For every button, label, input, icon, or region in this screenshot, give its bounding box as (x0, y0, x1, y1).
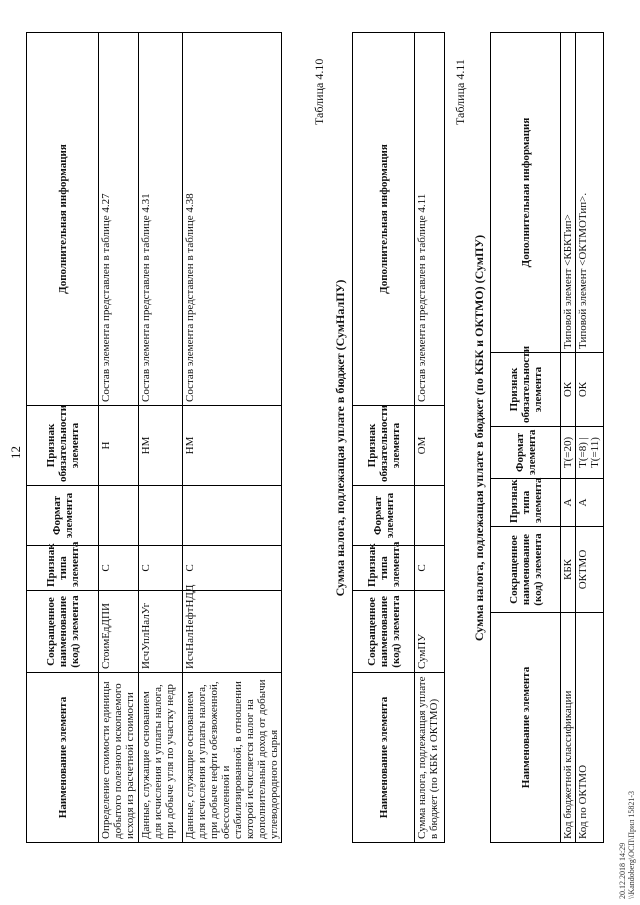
table-top (26, 32, 282, 843)
cell-name: Код бюджетной классификации (561, 613, 576, 843)
table-row (139, 33, 183, 843)
cell-type: С (183, 546, 282, 591)
th-info: Дополнительная информация (27, 33, 99, 406)
cell-required: НМ (183, 406, 282, 486)
cell-required: ОМ (415, 406, 445, 486)
cell-type: С (139, 546, 183, 591)
cell-required: ОК (561, 353, 576, 427)
table-410-title: Сумма налога, подлежащая уплате в бюджет (СумНалПУ) (333, 279, 347, 597)
cell-format (415, 486, 445, 546)
th-name: Наименование элемента (491, 613, 561, 843)
cell-info: Состав элемента представлен в таблице 4.11 (415, 33, 445, 406)
th-info: Дополнительная информация (353, 33, 415, 406)
cell-type: С (99, 546, 139, 591)
table-row (561, 33, 576, 843)
cell-code: ИсчНалНефтНДД (183, 591, 282, 673)
table-410-label: Таблица 4.10 (312, 58, 326, 125)
cell-code: СтоимЕдДПИ (99, 591, 139, 673)
th-code: Сокращенное наименование (код) элемента (27, 591, 99, 673)
th-code: Сокращенное наименование (код) элемента (491, 527, 561, 613)
table-411-title: Сумма налога, подлежащая уплате в бюджет (по КБК и ОКТМО) (СумПУ) (472, 234, 486, 642)
th-name: Наименование элемента (353, 673, 415, 843)
th-type: Признак типа элемента (27, 546, 99, 591)
cell-format (183, 486, 282, 546)
footer-date: 20.12.2018 14:29 (618, 842, 627, 899)
page-number: 12 (8, 446, 23, 459)
th-format: Формат элемента (491, 427, 561, 479)
cell-code: ИсчУплНалУг (139, 591, 183, 673)
th-type: Признак типа элемента (491, 479, 561, 527)
cell-format: T(=8) | T(=11) (576, 427, 604, 479)
th-required: Признак обязательности элемента (491, 353, 561, 427)
cell-format (99, 486, 139, 546)
th-format: Формат элемента (27, 486, 99, 546)
cell-name: Код по ОКТМО (576, 613, 604, 843)
table-header-row (491, 33, 561, 843)
cell-code: СумПУ (415, 591, 445, 673)
th-name: Наименование элемента (27, 673, 99, 843)
cell-code: КБК (561, 527, 576, 613)
cell-info: Типовой элемент <КБКТип> (561, 33, 576, 353)
cell-type: С (415, 546, 445, 591)
cell-name: Определение стоимости единицы добытого полезного ископаемого исходя из расчетной стоимости (99, 673, 139, 843)
table-header-row (27, 33, 99, 843)
cell-info: Состав элемента представлен в таблице 4.38 (183, 33, 282, 406)
footer (618, 791, 636, 899)
table-411-label: Таблица 4.11 (453, 59, 467, 125)
cell-required: НМ (139, 406, 183, 486)
cell-code: ОКТМО (576, 527, 604, 613)
cell-info: Состав элемента представлен в таблице 4.31 (139, 33, 183, 406)
cell-format (139, 486, 183, 546)
cell-required: Н (99, 406, 139, 486)
cell-type: А (576, 479, 604, 527)
th-type: Признак типа элемента (353, 546, 415, 591)
cell-info: Состав элемента представлен в таблице 4.27 (99, 33, 139, 406)
table-header-row (353, 33, 415, 843)
footer-path: \\Kandoberg\ОСП\Прил 15821-3 (627, 791, 636, 899)
th-required: Признак обязательности элемента (353, 406, 415, 486)
table-row (183, 33, 282, 843)
cell-name: Данные, служащие основанием для исчисления и уплаты налога, при добыче нефти обезвоженной, обессоленной и стабилизированной, в отношении которой исчисляется налог на дополнительный доход от добычи углеводородного сырья (183, 673, 282, 843)
th-info: Дополнительная информация (491, 33, 561, 353)
cell-format: T(=20) (561, 427, 576, 479)
cell-name: Данные, служащие основанием для исчисления и уплаты налога, при добыче угля по участку недр (139, 673, 183, 843)
cell-required: ОК (576, 353, 604, 427)
cell-info: Типовой элемент <ОКТМОТип>. (576, 33, 604, 353)
table-410 (352, 32, 445, 843)
th-code: Сокращенное наименование (код) элемента (353, 591, 415, 673)
cell-type: А (561, 479, 576, 527)
table-row (576, 33, 604, 843)
cell-name: Сумма налога, подлежащая уплате в бюджет (по КБК и ОКТМО) (415, 673, 445, 843)
table-411 (490, 32, 604, 843)
table-row (99, 33, 139, 843)
table-row (415, 33, 445, 843)
th-format: Формат элемента (353, 486, 415, 546)
th-required: Признак обязательности элемента (27, 406, 99, 486)
